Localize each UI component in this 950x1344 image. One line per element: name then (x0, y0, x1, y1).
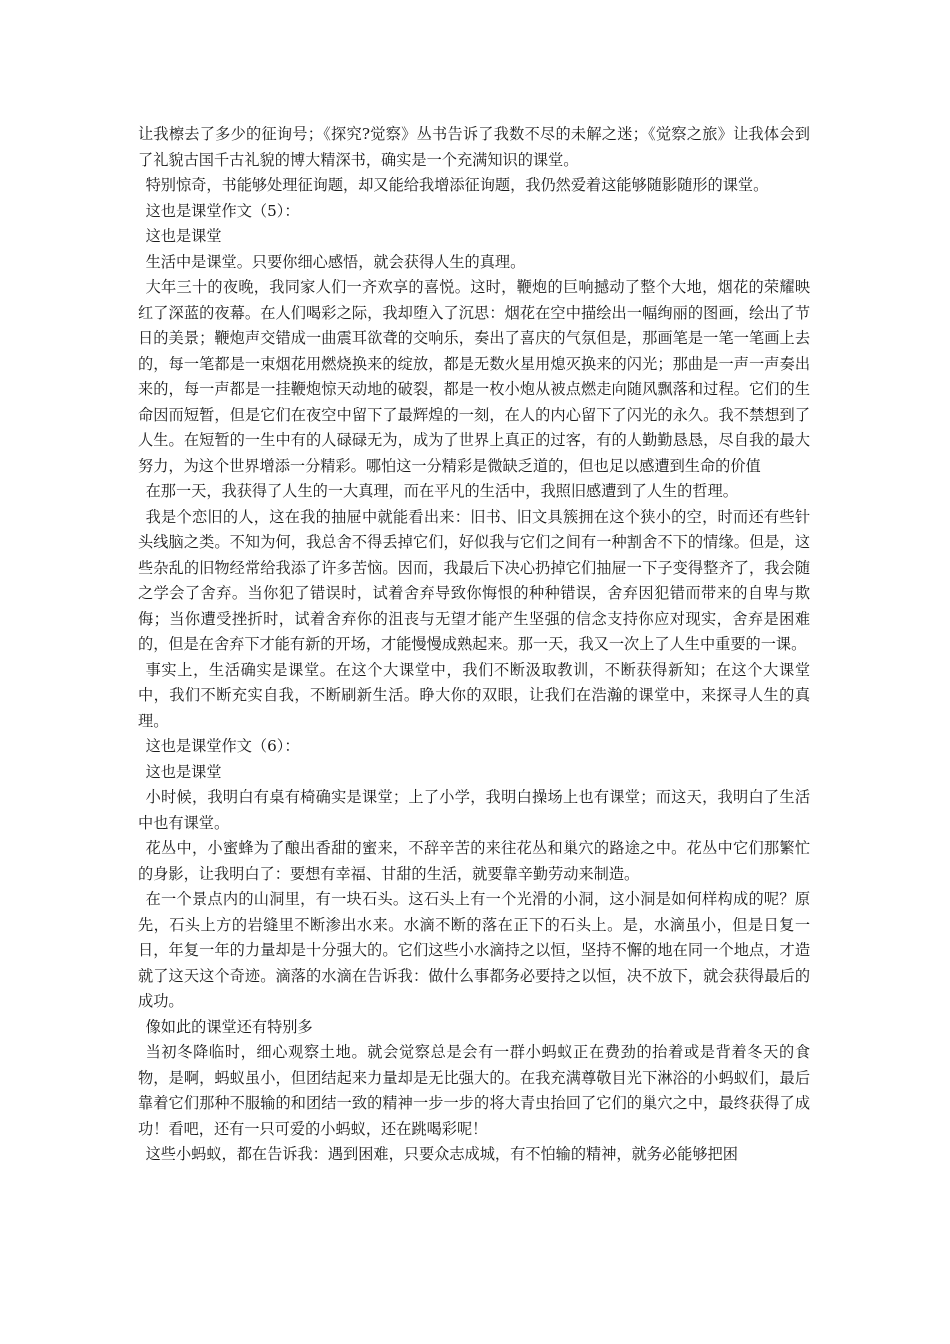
section-heading-6: 这也是课堂作文（6）： (145, 737, 300, 755)
paragraph-14: 像如此的课堂还有特别多 (145, 1017, 313, 1036)
paragraph-12: 花丛中，小蜜蜂为了酿出香甜的蜜来，不辞辛苦的来往花丛和巢穴的路途之中。花丛中它们那繁忙的身影，让我明白了：要想有幸福、甘甜的生活，就要靠辛勤劳动来制造。 (138, 839, 810, 883)
paragraph-5: 大年三十的夜晚，我同家人们一齐欢享的喜悦。这时，鞭炮的巨响撼动了整个大地，烟花的荣耀映红了深蓝的夜幕。在人们喝彩之际，我却堕入了沉思：烟花在空中描绘出一幅绚丽的图画，绘出了节日的美景；鞭炮声交错成一曲震耳欲聋的交响乐，奏出了喜庆的气氛但是，那画笔是一笔一笔画上去的，每一笔都是一束烟花用燃烧换来的绽放，都是无数火星用熄灭换来的闪光；那曲是一声一声奏出来的，每一声都是一挂鞭炮惊天动地的破裂，都是一枚小炮从被点燃走向随风飘落和过程。它们的生命因而短暂，但是它们在夜空中留下了最辉煌的一刻，在人的内心留下了闪光的永久。我不禁想到了人生。在短暂的一生中有的人碌碌无为，成为了世界上真正的过客，有的人勤勤恳恳，尽自我的最大努力，为这个世界增添一分精彩。哪怕这一分精彩是微缺乏道的，但也足以感遭到生命的价值 (138, 278, 810, 475)
paragraph-0: 让我檫去了多少的征询号；《探究?觉察》丛书告诉了我数不尽的未解之迷；《觉察之旅》让我体会到了礼貌古国千古礼貌的博大精深书，确实是一个充满知识的课堂。 (138, 125, 810, 169)
paragraph-15: 当初冬降临时，细心观察土地。就会觉察总是会有一群小蚂蚁正在费劲的抬着或是背着冬天的食物，是啊，蚂蚁虽小，但团结起来力量却是无比强大的。在我充满尊敬目光下淋浴的小蚂蚁们，最后靠着它们那种不服输的和团结一致的精神一步一步的将大青虫抬回了它们的巢穴之中，最终获得了成功！看吧，还有一只可爱的小蚂蚁，还在跳喝彩呢！ (138, 1043, 810, 1138)
section-heading-5: 这也是课堂作文（5）： (145, 201, 300, 220)
paragraph-4: 生活中是课堂。只要你细心感悟，就会获得人生的真理。 (145, 252, 526, 271)
paragraph-8: 事实上，生活确实是课堂。在这个大课堂中，我们不断汲取教训，不断获得新知；在这个大课堂中，我们不断充实自我，不断刷新生活。睁大你的双眼，让我们在浩瀚的课堂中，来探寻人生的真理。 (138, 660, 810, 730)
paragraph-13: 在一个景点内的山洞里，有一块石头。这石头上有一个光滑的小洞，这小洞是如何样构成的呢？原先，石头上方的岩缝里不断渗出水来。水滴不断的落在正下的石头上。是，水滴虽小，但是日复一日，年复一年的力量却是十分强大的。它们这些小水滴持之以恒，坚持不懈的地在同一个地点，才造就了这天这个奇迹。滴落的水滴在告诉我：做什么事都务必要持之以恒，决不放下，就会获得最后的成功。 (138, 890, 810, 1010)
document-body (138, 122, 810, 1168)
essay-title-6: 这也是课堂 (145, 762, 222, 781)
paragraph-11: 小时候，我明白有桌有椅确实是课堂；上了小学，我明白操场上也有课堂；而这天，我明白了生活中也有课堂。 (138, 788, 810, 832)
essay-title-5: 这也是课堂 (145, 227, 222, 245)
paragraph-6: 在那一天，我获得了人生的一大真理，而在平凡的生活中，我照旧感遭到了人生的哲理。 (145, 482, 738, 500)
paragraph-7: 我是个恋旧的人，这在我的抽屉中就能看出来：旧书、旧文具簇拥在这个狭小的空，时而还有些针头线脑之类。不知为何，我总舍不得丢掉它们，好似我与它们之间有一种割舍不下的情缘。但是，这些杂乱的旧物经常给我添了许多苦恼。因而，我最后下决心扔掉它们抽屉一下子变得整齐了，我会随之学会了舍弃。当你犯了错误时，试着舍弃导致你悔恨的种种错误，舍弃因犯错而带来的自卑与欺侮；当你遭受挫折时，试着舍弃你的沮丧与无望才能产生坚强的信念支持你应对现实，舍弃是困难的，但是在舍弃下才能有新的开场，才能慢慢成熟起来。那一天，我又一次上了人生中重要的一课。 (138, 507, 810, 653)
paragraph-1: 特别惊奇，书能够处理征询题，却又能给我增添征询题，我仍然爱着这能够随影随形的课堂。 (145, 176, 769, 194)
paragraph-16: 这些小蚂蚁，都在告诉我：遇到困难，只要众志成城，有不怕输的精神，就务必能够把困 (145, 1145, 738, 1163)
